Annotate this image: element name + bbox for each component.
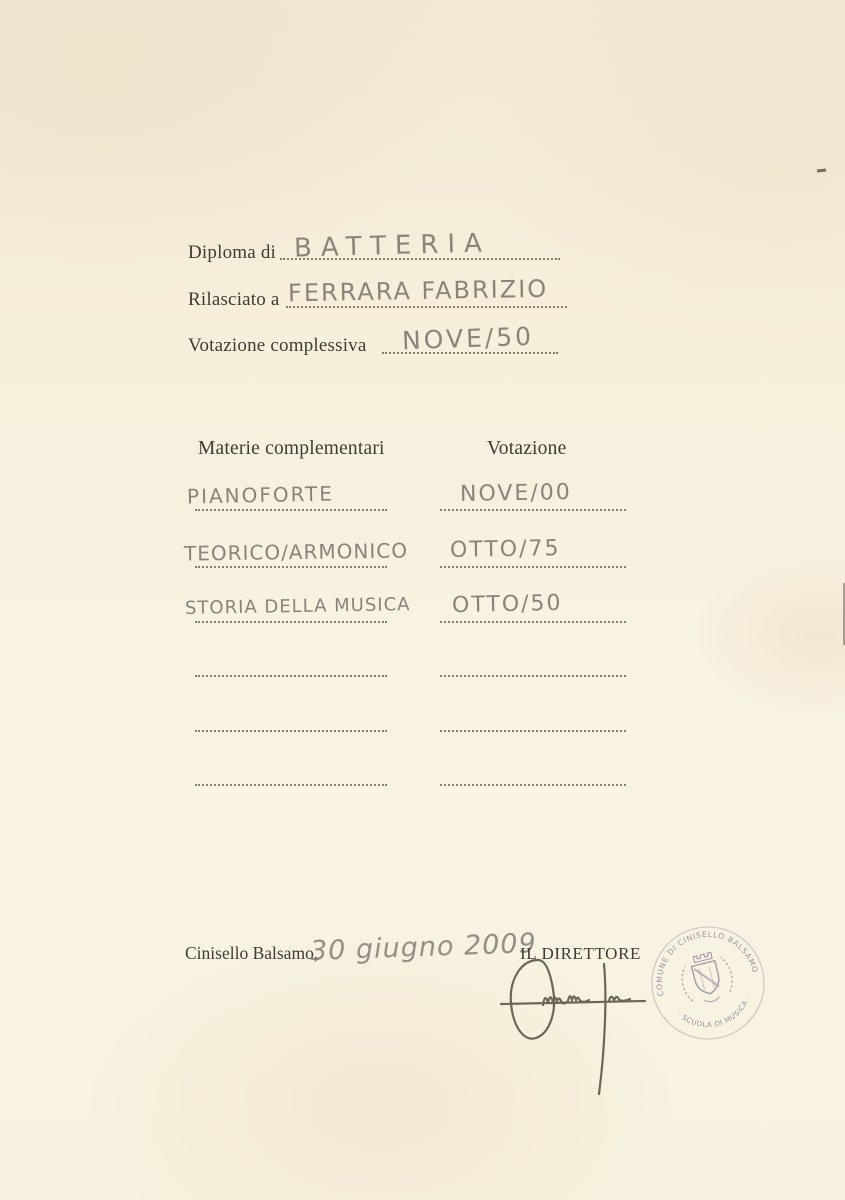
dotted-line xyxy=(440,509,626,511)
director-title: IL DIRETTORE xyxy=(520,944,641,963)
dotted-line xyxy=(195,784,387,786)
table-row-subject: TEORICO/ARMONICO xyxy=(183,538,409,566)
field-label-rilasciato: Rilasciato a xyxy=(188,289,280,310)
stamp-ring-top-text: COMUNE DI CINISELLO BALSAMO xyxy=(654,929,760,998)
table-row-grade: NOVE/00 xyxy=(459,480,572,507)
stamp-coat-of-arms xyxy=(677,949,737,1008)
field-value-diploma: BATTERIA xyxy=(293,228,492,264)
field-value-votazione: NOVE/50 xyxy=(401,321,535,356)
table-row-grade: OTTO/50 xyxy=(451,590,563,619)
table-header-grades: Votazione xyxy=(487,438,567,459)
stamp-ring-bottom-text: · SCUOLA DI MUSICA · xyxy=(675,994,752,1030)
dotted-line xyxy=(195,566,387,568)
dotted-line xyxy=(440,730,626,732)
place-label: Cinisello Balsamo, xyxy=(185,943,319,963)
table-row-subject: PIANOFORTE xyxy=(186,481,335,509)
scan-mark xyxy=(817,169,826,172)
dotted-line xyxy=(440,675,626,677)
handwritten-date: 30 giugno 2009 xyxy=(309,928,538,967)
official-stamp xyxy=(648,923,768,1043)
dotted-line xyxy=(195,509,387,511)
dotted-line xyxy=(440,566,626,568)
dotted-line xyxy=(440,784,626,786)
dotted-line xyxy=(195,730,387,732)
director-signature xyxy=(495,948,655,1098)
table-row-subject: STORIA DELLA MUSICA xyxy=(184,594,411,619)
field-label-diploma: Diploma di xyxy=(188,242,277,263)
table-row-grade: OTTO/75 xyxy=(449,536,561,563)
dotted-line xyxy=(440,621,626,623)
table-header-subjects: Materie complementari xyxy=(198,438,385,459)
dotted-line xyxy=(195,621,387,623)
field-label-votazione: Votazione complessiva xyxy=(188,335,367,356)
field-value-rilasciato: FERRARA FABRIZIO xyxy=(287,274,549,308)
dotted-line xyxy=(195,675,387,677)
